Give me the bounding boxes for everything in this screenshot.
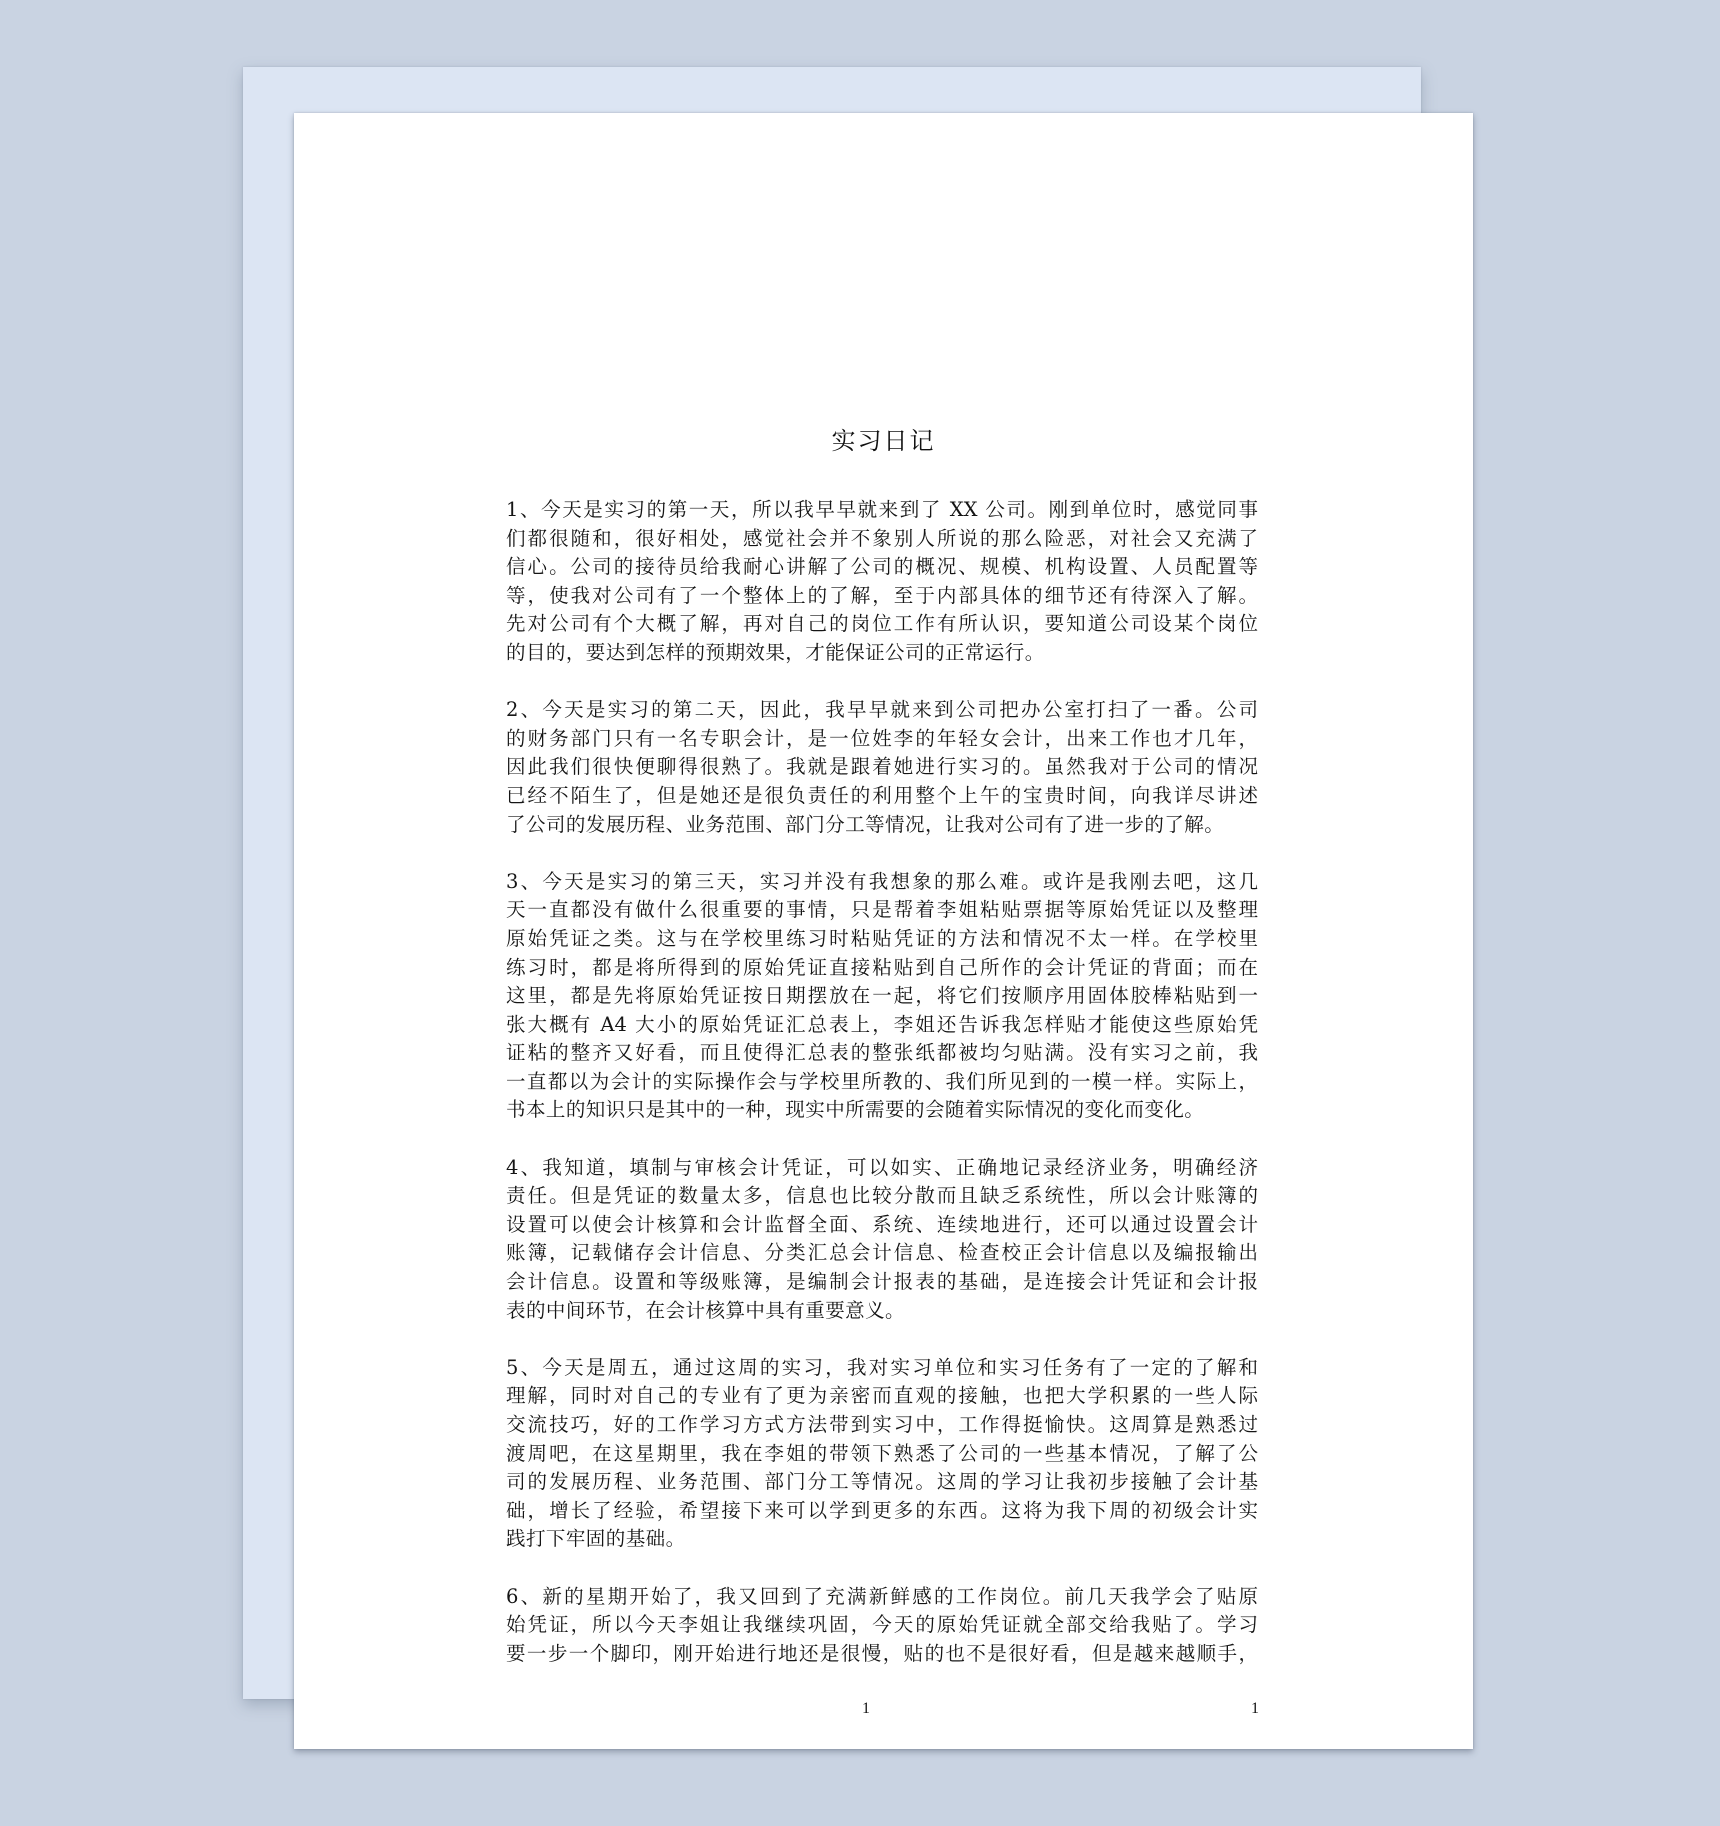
text-line: 4、我知道，填制与审核会计凭证，可以如实、正确地记录经济业务，明确经济: [506, 1155, 1258, 1179]
text-line: 1、今天是实习的第一天，所以我早早就来到了 XX 公司。刚到单位时，感觉同事: [506, 498, 1258, 521]
text-line: 原始凭证之类。这与在学校里练习时粘贴凭证的方法和情况不太一样。在学校里: [506, 926, 1258, 950]
text-line: 渡周吧，在这星期里，我在李姐的带领下熟悉了公司的一些基本情况，了解了公: [506, 1441, 1258, 1465]
text-line: 始凭证，所以今天李姐让我继续巩固，今天的原始凭证就全部交给我贴了。学习: [506, 1613, 1258, 1637]
page-number-center: 1: [862, 1700, 870, 1717]
text-line: 践打下牢固的基础。: [506, 1527, 686, 1551]
text-line: 先对公司有个大概了解，再对自己的岗位工作有所认识，要知道公司设某个岗位: [506, 612, 1258, 636]
paragraph-5: [506, 1354, 1258, 1554]
page-number-right: 1: [1251, 1700, 1259, 1717]
text-line: 这里，都是先将原始凭证按日期摆放在一起，将它们按顺序用固体胶棒粘贴到一: [506, 984, 1258, 1008]
document-title: 实习日记: [831, 427, 936, 455]
text-line: 账簿，记载储存会计信息、分类汇总会计信息、检查校正会计信息以及编报输出: [506, 1241, 1258, 1265]
text-line: 张大概有 A4 大小的原始凭证汇总表上，李姐还告诉我怎样贴才能使这些原始凭: [506, 1012, 1258, 1036]
text-line: 交流技巧，好的工作学习方式方法带到实习中，工作得挺愉快。这周算是熟悉过: [506, 1413, 1258, 1436]
text-line: 书本上的知识只是其中的一种，现实中所需要的会随着实际情况的变化而变化。: [506, 1098, 1205, 1122]
text-line: 的目的，要达到怎样的预期效果，才能保证公司的正常运行。: [506, 640, 1045, 664]
text-line: 5、今天是周五，通过这周的实习，我对实习单位和实习任务有了一定的了解和: [506, 1355, 1258, 1379]
paragraph-1: [506, 496, 1258, 668]
paragraph-4: [506, 1154, 1258, 1326]
text-line: 已经不陌生了，但是她还是很负责任的利用整个上午的宝贵时间，向我详尽讲述: [506, 783, 1258, 807]
text-line: 等，使我对公司有了一个整体上的了解，至于内部具体的细节还有待深入了解。: [506, 583, 1258, 607]
text-line: 理解，同时对自己的专业有了更为亲密而直观的接触，也把大学积累的一些人际: [506, 1384, 1258, 1408]
paragraph-2: [506, 696, 1258, 839]
text-line: 因此我们很快便聊得很熟了。我就是跟着她进行实习的。虽然我对于公司的情况: [506, 755, 1258, 779]
text-line: 要一步一个脚印，刚开始进行地还是很慢，贴的也不是很好看，但是越来越顺手，: [506, 1641, 1258, 1665]
text-line: 3、今天是实习的第三天，实习并没有我想象的那么难。或许是我刚去吧，这几: [506, 869, 1258, 893]
text-line: 设置可以使会计核算和会计监督全面、系统、连续地进行，还可以通过设置会计: [506, 1212, 1258, 1236]
text-line: 证粘的整齐又好看，而且使得汇总表的整张纸都被均匀贴满。没有实习之前，我: [506, 1041, 1258, 1065]
document-body: [506, 496, 1258, 1697]
text-line: 们都很随和，很好相处，感觉社会并不象别人所说的那么险恶，对社会又充满了: [506, 526, 1258, 550]
text-line: 了公司的发展历程、业务范围、部门分工等情况，让我对公司有了进一步的了解。: [506, 812, 1225, 836]
paragraph-3: [506, 868, 1258, 1125]
text-line: 天一直都没有做什么很重要的事情，只是帮着李姐粘贴票据等原始凭证以及整理: [506, 898, 1258, 922]
text-line: 的财务部门只有一名专职会计，是一位姓李的年轻女会计，出来工作也才几年，: [506, 726, 1258, 750]
document-page: [294, 113, 1473, 1749]
text-line: 责任。但是凭证的数量太多，信息也比较分散而且缺乏系统性，所以会计账簿的: [506, 1184, 1258, 1208]
text-line: 练习时，都是将所得到的原始凭证直接粘贴到自己所作的会计凭证的背面；而在: [506, 955, 1258, 979]
text-line: 2、今天是实习的第二天，因此，我早早就来到公司把办公室打扫了一番。公司: [506, 698, 1258, 722]
text-line: 信心。公司的接待员给我耐心讲解了公司的概况、规模、机构设置、人员配置等: [506, 555, 1258, 579]
text-line: 6、新的星期开始了，我又回到了充满新鲜感的工作岗位。前几天我学会了贴原: [506, 1584, 1258, 1608]
text-line: 一直都以为会计的实际操作会与学校里所教的、我们所见到的一模一样。实际上，: [506, 1069, 1258, 1093]
text-line: 础，增长了经验，希望接下来可以学到更多的东西。这将为我下周的初级会计实: [506, 1498, 1258, 1522]
text-line: 会计信息。设置和等级账簿，是编制会计报表的基础，是连接会计凭证和会计报: [506, 1270, 1258, 1294]
text-line: 司的发展历程、业务范围、部门分工等情况。这周的学习让我初步接触了会计基: [506, 1470, 1258, 1494]
paragraph-6: [506, 1583, 1258, 1669]
text-line: 表的中间环节，在会计核算中具有重要意义。: [506, 1298, 906, 1322]
